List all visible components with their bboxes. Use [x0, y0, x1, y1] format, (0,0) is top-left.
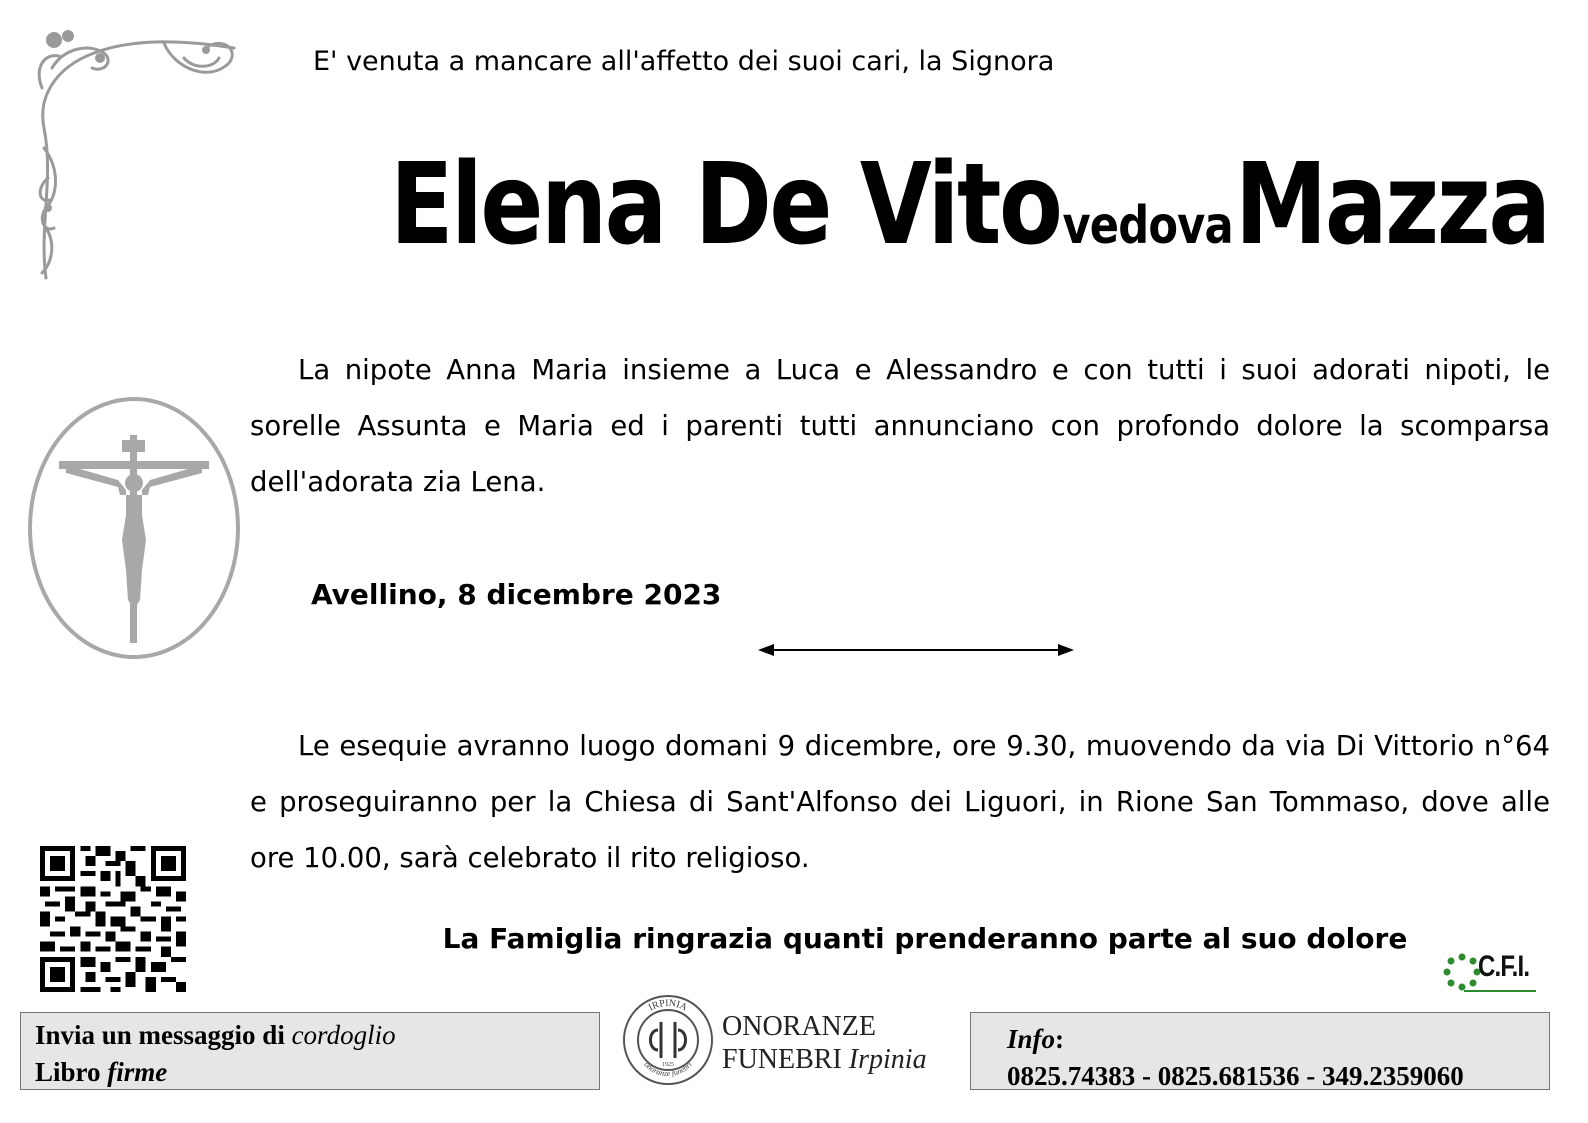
seal-top-text: IRPINIA	[646, 997, 689, 1014]
name-middle: vedova	[1062, 196, 1233, 256]
funeral-details-paragraph	[250, 718, 1550, 886]
guestbook-italic: firme	[107, 1057, 168, 1087]
guestbook-label: Libro	[35, 1057, 108, 1087]
cfi-logo-text: C.F.I.	[1478, 950, 1530, 983]
name-first: Elena De Vito	[390, 140, 1061, 270]
double-arrow-icon	[758, 642, 1074, 658]
crucifix-icon	[26, 395, 242, 661]
seal-year: 1925	[662, 1062, 674, 1068]
thanks-text: La Famiglia ringrazia quanti prenderanno parte al suo dolore	[442, 922, 1408, 955]
company-line2-prefix: FUNEBRI	[722, 1044, 849, 1075]
svg-text:IRPINIA	[647, 998, 690, 1014]
company-line1: ONORANZE	[722, 1011, 876, 1042]
info-box	[970, 1012, 1550, 1090]
announcement-text: La nipote Anna Maria insieme a Luca e Alessandro e con tutti i suoi adorati nipoti, le sorelle Assunta e Maria ed i parenti tutti annunciano con profondo dolore la scomparsa dell'adorata zia Lena.	[250, 354, 1550, 498]
name-last: Mazza	[1234, 140, 1549, 270]
company-line2-italic: Irpinia	[848, 1044, 927, 1075]
cfi-ring-icon	[1442, 952, 1482, 992]
info-phones[interactable]	[1007, 1058, 1549, 1095]
seal-icon	[620, 992, 716, 1088]
seal-bottom-text: onoranze funebri	[642, 1060, 694, 1079]
company-name	[722, 1010, 927, 1076]
info-colon: :	[1055, 1024, 1065, 1054]
guestbook-link[interactable]	[35, 1054, 599, 1091]
info-label-text: Info	[1007, 1024, 1056, 1054]
company-line2	[722, 1043, 927, 1076]
deceased-name	[390, 140, 1549, 270]
condolence-label: Invia un messaggio di	[35, 1020, 292, 1050]
announcement-paragraph	[250, 342, 1550, 510]
cfi-underline	[1464, 990, 1536, 992]
qr-code-icon[interactable]	[40, 846, 186, 992]
info-label	[1007, 1021, 1549, 1058]
condolence-box[interactable]	[20, 1012, 600, 1090]
corner-ornament-icon	[34, 28, 244, 283]
condolence-link[interactable]	[35, 1017, 599, 1054]
info-phones-text[interactable]: 0825.74383 - 0825.681536 - 349.2359060	[1007, 1061, 1464, 1091]
condolence-italic: cordoglio	[291, 1020, 396, 1050]
cfi-logo-icon	[1442, 950, 1538, 996]
funeral-details-text: Le esequie avranno luogo domani 9 dicembre, ore 9.30, muovendo da via Di Vittorio n°64 e proseguiranno per la Chiesa di Sant'Alfonso dei Liguori, in Rione San Tommaso, dove alle ore 10.00, sarà celebrato il rito religioso.	[250, 730, 1550, 874]
place-date: Avellino, 8 dicembre 2023	[311, 578, 722, 611]
intro-text: E' venuta a mancare all'affetto dei suoi cari, la Signora	[313, 46, 1055, 77]
